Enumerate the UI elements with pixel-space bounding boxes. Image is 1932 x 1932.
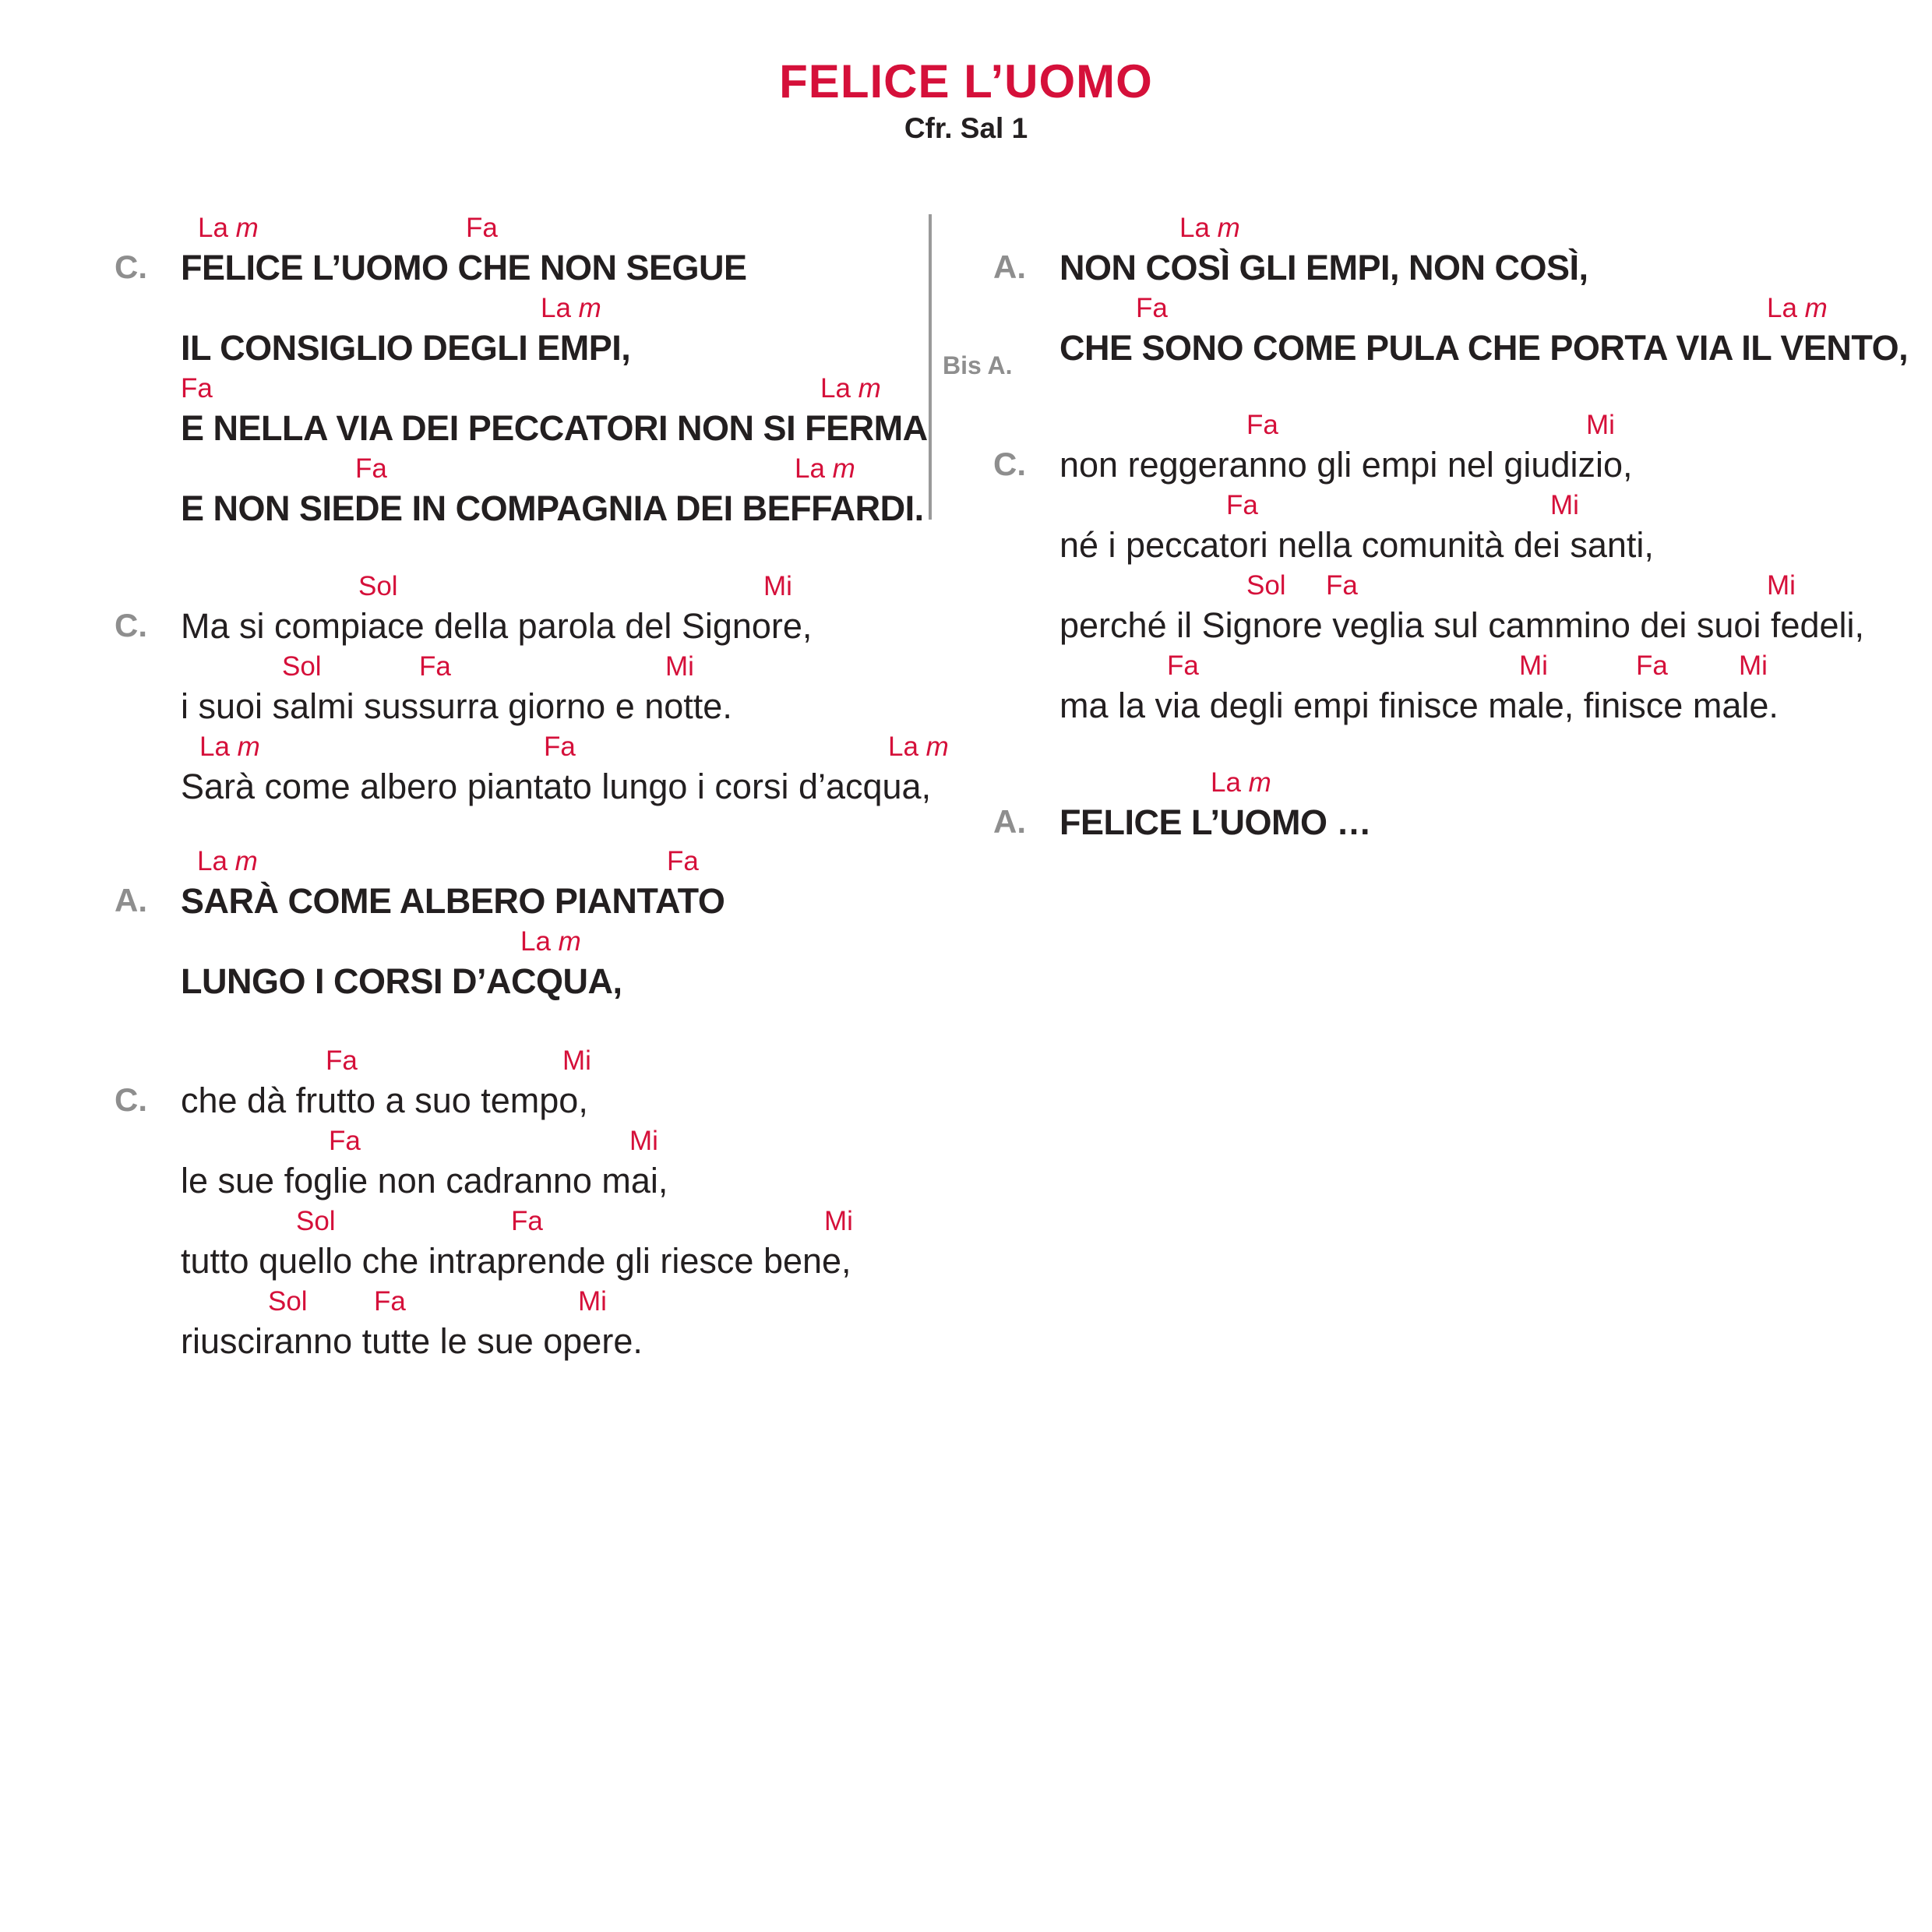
lyric-text: FELICE L’UOMO …: [1059, 802, 1372, 842]
chord-label: Fa: [466, 213, 498, 243]
singer-role-label: C.: [993, 446, 1026, 482]
chord-label: Mi: [1519, 650, 1548, 681]
chord-label: Sol: [1246, 570, 1286, 601]
lyric-text: NON COSÌ GLI EMPI, NON COSÌ,: [1059, 248, 1588, 287]
lyric-text: E NELLA VIA DEI PECCATORI NON SI FERMA: [181, 408, 928, 448]
chord-label: Sol: [282, 651, 322, 682]
chord-label: Fa: [374, 1286, 406, 1317]
lyric-text: LUNGO I CORSI D’ACQUA,: [181, 961, 622, 1001]
singer-role-label: C.: [115, 607, 147, 643]
song-title: FELICE L’UOMO: [779, 55, 1153, 108]
chord-label: Mi: [665, 651, 694, 682]
chord-label: La m: [520, 926, 581, 957]
chord-label: Fa: [1326, 570, 1358, 601]
chord-label: Fa: [181, 373, 213, 404]
chord-label: La m: [541, 293, 601, 323]
chord-label: La m: [820, 373, 881, 404]
chord-label: Fa: [1226, 490, 1258, 520]
chord-label: Fa: [326, 1045, 358, 1076]
singer-role-label: A.: [115, 882, 147, 918]
chord-label: Mi: [578, 1286, 607, 1317]
lyric-text: non reggeranno gli empi nel giudizio,: [1059, 445, 1633, 485]
lyric-text: ma la via degli empi finisce male, finisce male.: [1059, 686, 1779, 725]
chord-label: La m: [1211, 767, 1271, 798]
lyric-text: FELICE L’UOMO CHE NON SEGUE: [181, 248, 747, 287]
chord-label: Fa: [1136, 293, 1168, 323]
lyric-text: SARÀ COME ALBERO PIANTATO: [181, 881, 725, 921]
singer-role-label: A.: [993, 803, 1026, 840]
chord-label: Fa: [511, 1206, 543, 1236]
chord-label: Fa: [419, 651, 451, 682]
chord-label: Mi: [1739, 650, 1768, 681]
lyric-text: riusciranno tutte le sue opere.: [181, 1321, 643, 1361]
chord-label: Fa: [544, 732, 576, 762]
lyric-text: tutto quello che intraprende gli riesce bene,: [181, 1241, 851, 1281]
singer-role-label: C.: [115, 1081, 147, 1118]
lyric-text: E NON SIEDE IN COMPAGNIA DEI BEFFARDI.: [181, 488, 924, 528]
chord-label: Mi: [562, 1045, 591, 1076]
repeat-bracket: [929, 214, 932, 520]
chord-label: Fa: [1246, 410, 1278, 440]
lyric-text: i suoi salmi sussurra giorno e notte.: [181, 686, 732, 726]
chord-label: La m: [795, 453, 855, 484]
lyric-text: le sue foglie non cadranno mai,: [181, 1161, 668, 1200]
chord-label: Mi: [1550, 490, 1579, 520]
chord-label: Fa: [329, 1126, 361, 1156]
chord-label: Mi: [763, 571, 792, 601]
bis-label: Bis A.: [943, 351, 1013, 379]
chord-label: Fa: [667, 846, 699, 876]
chord-label: Fa: [355, 453, 387, 484]
lyric-text: né i peccatori nella comunità dei santi,: [1059, 525, 1654, 565]
lyric-text: Sarà come albero piantato lungo i corsi d’acqua,: [181, 767, 932, 806]
lyric-text: perché il Signore veglia sul cammino dei suoi fedeli,: [1059, 605, 1865, 645]
chord-label: Fa: [1636, 650, 1668, 681]
lyric-text: IL CONSIGLIO DEGLI EMPI,: [181, 328, 631, 368]
chord-label: Mi: [1767, 570, 1796, 601]
chord-label: La m: [197, 846, 258, 876]
chord-label: La m: [1767, 293, 1828, 323]
chord-label: Sol: [268, 1286, 308, 1317]
singer-role-label: C.: [115, 249, 147, 285]
chord-label: Mi: [824, 1206, 853, 1236]
chord-label: Sol: [358, 571, 398, 601]
chord-label: La m: [888, 732, 949, 762]
singer-role-label: A.: [993, 249, 1026, 285]
chord-label: Mi: [629, 1126, 658, 1156]
chord-label: La m: [198, 213, 259, 243]
chord-label: Fa: [1167, 650, 1199, 681]
lyric-text: CHE SONO COME PULA CHE PORTA VIA IL VENTO,: [1059, 328, 1909, 368]
lyric-text: che dà frutto a suo tempo,: [181, 1081, 588, 1120]
chord-label: Mi: [1586, 410, 1615, 440]
chord-label: La m: [1179, 213, 1240, 243]
chord-label: Sol: [296, 1206, 336, 1236]
lyric-text: Ma si compiace della parola del Signore,: [181, 606, 813, 646]
chord-label: La m: [199, 732, 260, 762]
psalm-reference: Cfr. Sal 1: [904, 112, 1028, 144]
